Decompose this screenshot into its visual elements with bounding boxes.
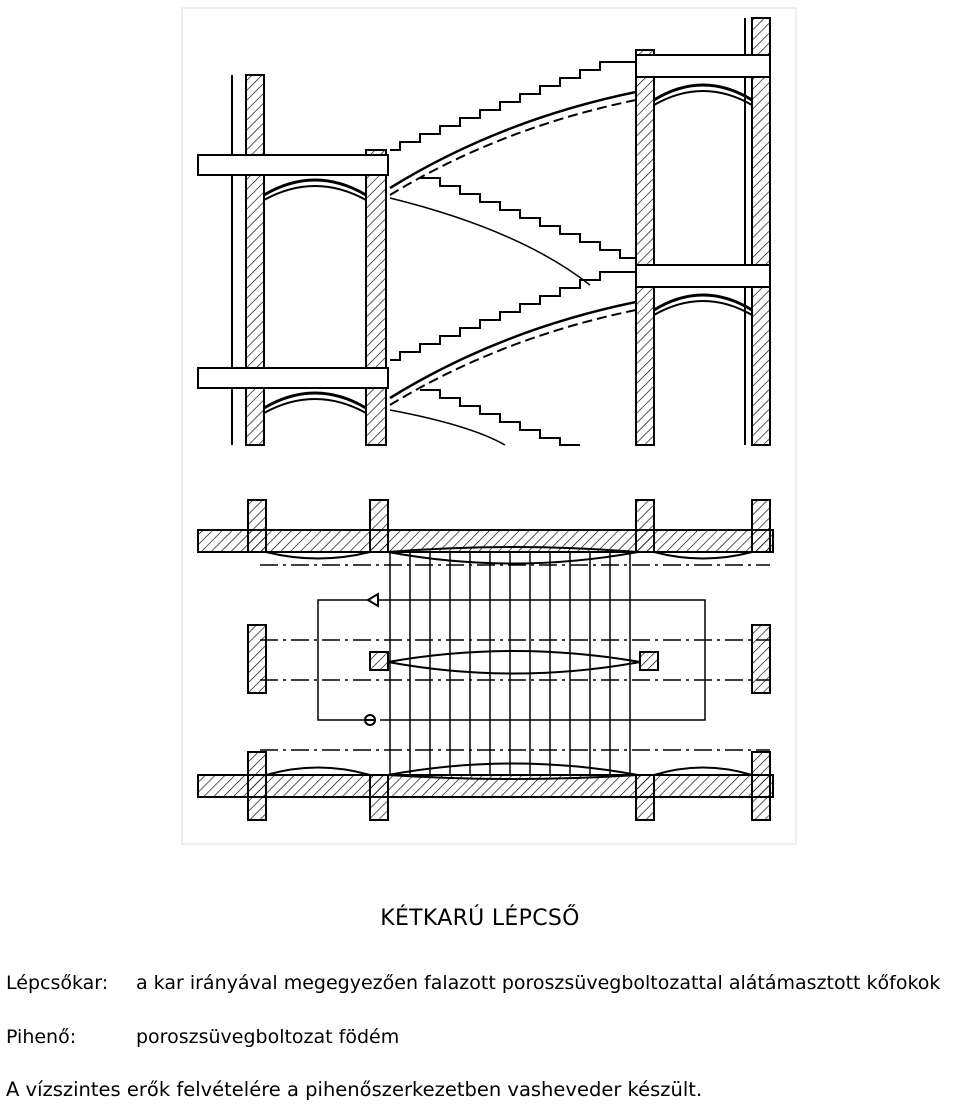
left-wall	[246, 75, 264, 445]
definition-row-landing	[6, 1026, 399, 1048]
definition-text: a kar irányával megegyezően falazott poroszsüvegboltozattal alátámasztott kőfokok	[136, 972, 941, 994]
plan-view	[198, 500, 773, 820]
footnote: A vízszintes erők felvételére a pihenőszerkezetben vasheveder készült.	[6, 1078, 703, 1101]
flight-upper-ascending	[390, 62, 636, 150]
right-pier	[636, 50, 654, 445]
diagram-title: KÉTKARÚ LÉPCSŐ	[380, 906, 580, 931]
definition-row-flight	[6, 972, 940, 994]
definition-term: Pihenő:	[6, 1026, 77, 1048]
section-view	[198, 18, 770, 445]
left-pier	[366, 150, 386, 445]
plan-steps	[390, 552, 630, 775]
landing-slab-lower-left	[198, 368, 388, 388]
landing-slab-upper-right	[636, 55, 770, 77]
flight-lower-descending	[420, 390, 580, 445]
right-wall	[752, 18, 770, 445]
landing-slab-upper-left	[198, 155, 388, 175]
definition-text: poroszsüvegboltozat födém	[136, 1026, 400, 1048]
plan-wall-top	[198, 530, 773, 552]
definition-term: Lépcsőkar:	[6, 972, 109, 994]
flight-lower-ascending	[390, 272, 636, 360]
landing-slab-mid-right	[636, 265, 770, 287]
